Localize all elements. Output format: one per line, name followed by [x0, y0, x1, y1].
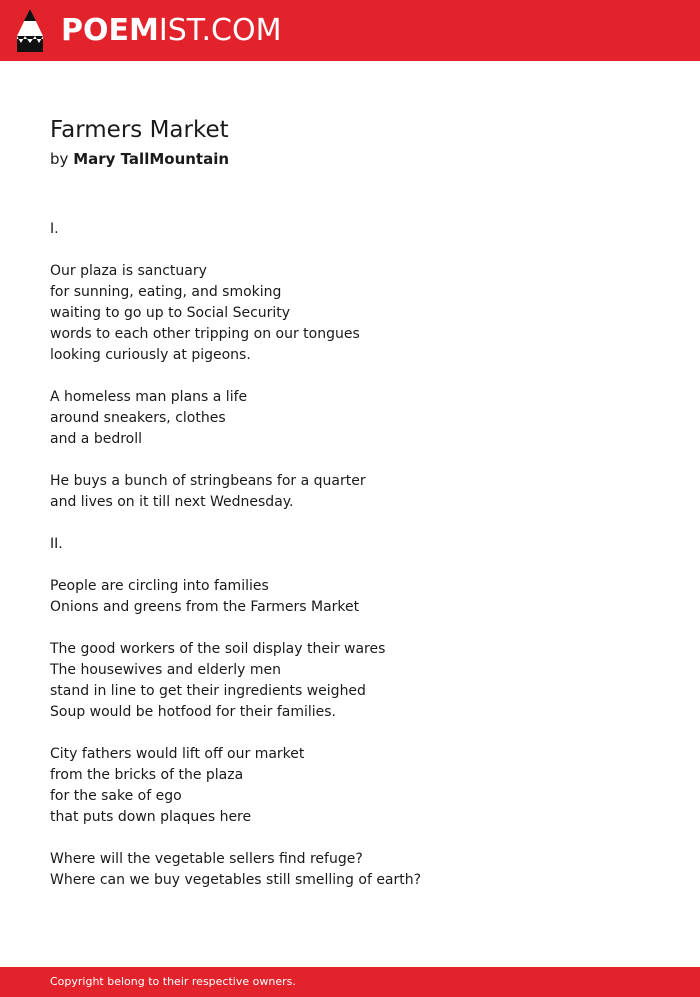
poem-line: People are circling into families	[50, 578, 269, 594]
poem-line: The housewives and elderly men	[50, 662, 281, 678]
poem-title: Farmers Market	[50, 117, 229, 143]
poem-line: for sunning, eating, and smoking	[50, 284, 282, 300]
stanza-break	[50, 828, 670, 849]
poem-line: that puts down plaques here	[50, 809, 252, 825]
poem-line: for the sake of ego	[50, 788, 182, 804]
poem-byline	[50, 148, 229, 170]
poem-line: The good workers of the soil display their wares	[50, 641, 386, 657]
pencil-icon	[17, 9, 43, 52]
stanza-break	[50, 555, 670, 576]
poem-line: Where can we buy vegetables still smelling of earth?	[50, 872, 422, 888]
poem-line: and lives on it till next Wednesday.	[50, 494, 294, 510]
poem-line: City fathers would lift off our market	[50, 746, 305, 762]
poem-line: stand in line to get their ingredients weighed	[50, 683, 366, 699]
poem-line: words to each other tripping on our tongues	[50, 326, 360, 342]
poem-body	[50, 219, 670, 891]
stanza-break	[50, 366, 670, 387]
poem-line: II.	[50, 536, 63, 552]
stanza-break	[50, 450, 670, 471]
poem-author: Mary TallMountain	[73, 150, 230, 168]
poem-line: from the bricks of the plaza	[50, 767, 244, 783]
poem-line: Where will the vegetable sellers find refuge?	[50, 851, 363, 867]
stanza-break	[50, 513, 670, 534]
poem-line: Soup would be hotfood for their families.	[50, 704, 336, 720]
site-footer	[0, 967, 700, 997]
poem-line: looking curiously at pigeons.	[50, 347, 251, 363]
poem-line: and a bedroll	[50, 431, 142, 447]
poem-line: He buys a bunch of stringbeans for a quarter	[50, 473, 366, 489]
brand-bold: POEM	[61, 13, 159, 48]
stanza-break	[50, 618, 670, 639]
stanza-break	[50, 723, 670, 744]
poem-line: waiting to go up to Social Security	[50, 305, 291, 321]
site-logo-link[interactable]	[61, 11, 281, 51]
brand-light: IST.COM	[158, 13, 282, 48]
site-header	[0, 0, 700, 61]
poem-line: I.	[50, 221, 59, 237]
copyright-notice: Copyright belong to their respective owners.	[50, 975, 296, 988]
by-label: by	[50, 150, 69, 168]
poem-line: Onions and greens from the Farmers Market	[50, 599, 360, 615]
poem-line: A homeless man plans a life	[50, 389, 248, 405]
stanza-break	[50, 240, 670, 261]
poem-line: Our plaza is sanctuary	[50, 263, 207, 279]
poem-line: around sneakers, clothes	[50, 410, 226, 426]
